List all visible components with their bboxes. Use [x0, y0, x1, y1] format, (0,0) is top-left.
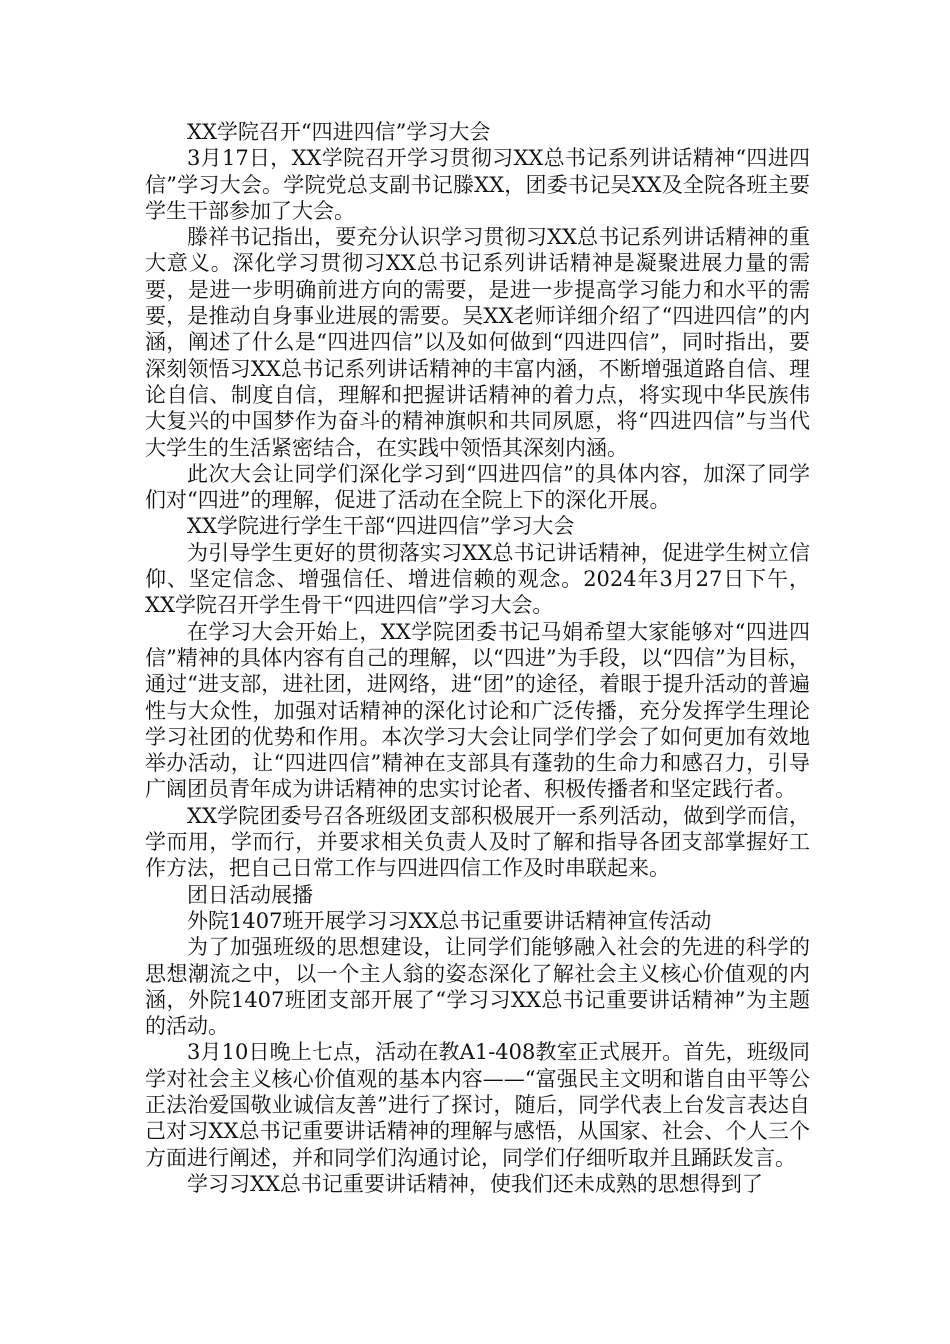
paragraph: XX学院团委号召各班级团支部积极展开一系列活动，做到学而信，学而用，学而行，并要求相关负责人及时了解和指导各团支部掌握好工作方法，把自己日常工作与四进四信工作及时串联起来。 — [145, 803, 810, 881]
paragraph: 滕祥书记指出，要充分认识学习贯彻习XX总书记系列讲话精神的重大意义。深化学习贯彻习XX总书记系列讲话精神是凝聚进展力量的需要，是进一步明确前进方向的需要，是进一步提高学习能力和水平的需要，是推动自身事业进展的需要。吴XX老师详细介绍了“四进四信”的内涵，阐述了什么是“四进四信”以及如何做到“四进四信”，同时指出，要深刻领悟习XX总书记系列讲话精神的丰富内涵，不断增强道路自信、理论自信、制度自信，理解和把握讲话精神的着力点，将实现中华民族伟大复兴的中国梦作为奋斗的精神旗帜和共同夙愿，将“四进四信”与当代大学生的生活紧密结合，在实践中领悟其深刻内涵。 — [145, 225, 810, 460]
section-heading-4: 外院1407班开展学习习XX总书记重要讲话精神宣传活动 — [187, 908, 712, 933]
document-body — [145, 119, 810, 1197]
paragraph: 为了加强班级的思想建设，让同学们能够融入社会的先进的科学的思想潮流之中，以一个主人翁的姿态深化了解社会主义核心价值观的内涵，外院1407班团支部开展了“学习习XX总书记重要讲话精神”为主题的活动。 — [145, 935, 810, 1039]
section-heading-3: 团日活动展播 — [187, 882, 313, 907]
paragraph: 3月10日晚上七点，活动在教A1-408教室正式展开。首先，班级同学对社会主义核心价值观的基本内容——“富强民主文明和谐自由平等公正法治爱国敬业诚信友善”进行了探讨，随后，同学代表上台发言表达自己对习XX总书记重要讲话精神的理解与感悟，从国家、社会、个人三个方面进行阐述，并和同学们沟通讨论，同学们仔细听取并且踊跃发言。 — [145, 1040, 810, 1170]
section-heading-1: XX学院召开“四进四信”学习大会 — [187, 120, 491, 144]
paragraph: 3月17日，XX学院召开学习贯彻习XX总书记系列讲话精神“四进四信”学习大会。学院党总支副书记滕XX，团委书记吴XX及全院各班主要学生干部参加了大会。 — [145, 146, 810, 223]
section-heading-2: XX学院进行学生干部“四进四信”学习大会 — [187, 514, 575, 539]
paragraph: 在学习大会开始上，XX学院团委书记马娟希望大家能够对“四进四信”精神的具体内容有自己的理解，以“四进”为手段，以“四信”为目标，通过“进支部，进社团，进网络，进“团”的途径，着眼于提升活动的普遍性与大众性，加强对话精神的深化讨论和广泛传播，充分发挥学生理论学习社团的优势和作用。本次学习大会让同学们学会了如何更加有效地举办活动，让“四进四信”精神在支部具有蓬勃的生命力和感召力，引导广阔团员青年成为讲话精神的忠实讨论者、积极传播者和坚定践行者。 — [145, 619, 810, 802]
paragraph: 学习习XX总书记重要讲话精神，使我们还未成熟的思想得到了 — [187, 1171, 763, 1196]
paragraph: 此次大会让同学们深化学习到“四进四信”的具体内容，加深了同学们对“四进”的理解，促进了活动在全院上下的深化开展。 — [145, 461, 810, 513]
paragraph: 为引导学生更好的贯彻落实习XX总书记讲话精神，促进学生树立信仰、坚定信念、增强信任、增进信赖的观念。2024年3月27日下午，XX学院召开学生骨干“四进四信”学习大会。 — [145, 540, 810, 618]
